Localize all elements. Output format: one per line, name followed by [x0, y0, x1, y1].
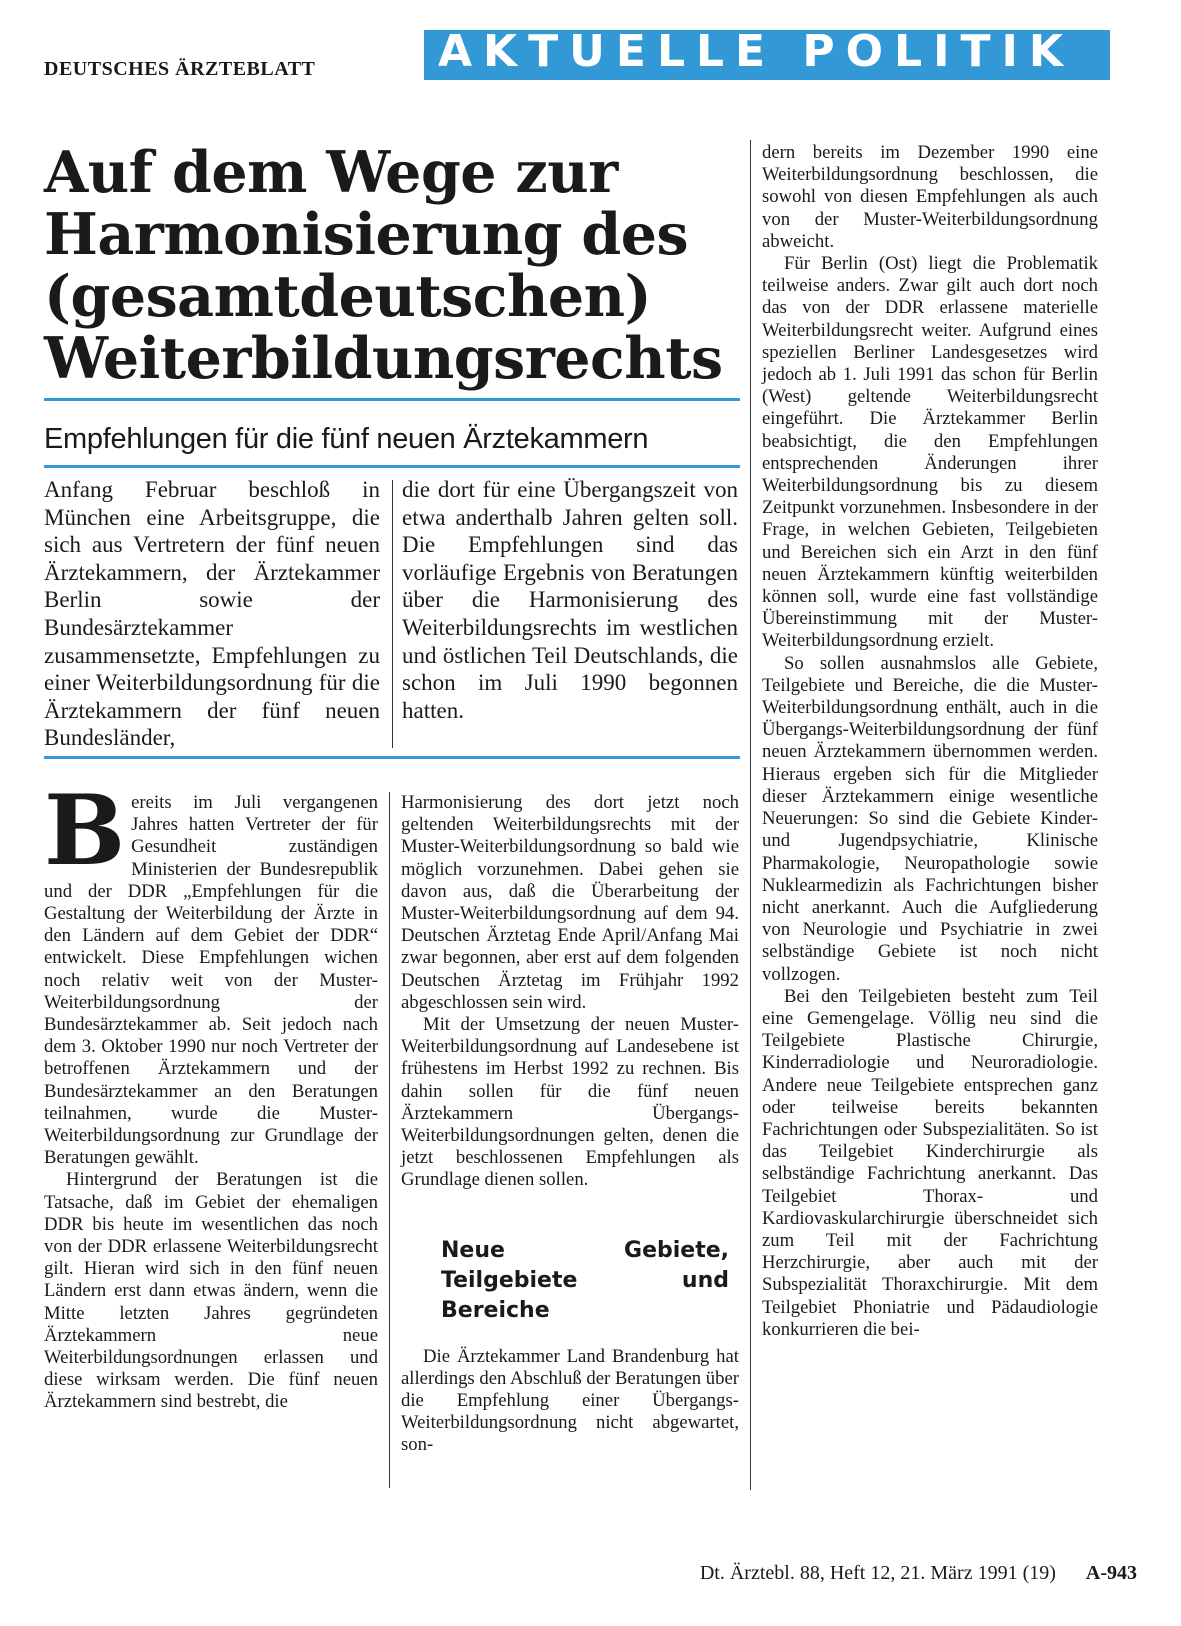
section-subheading: Neue Gebiete, Teilgebiete und Bereiche	[441, 1237, 729, 1323]
paragraph: Harmonisierung des dort jetzt noch geltenden Weiterbildungsrechts mit der Muster-Weiterbildungsordnung so bald wie möglich vorzunehmen. Dabei gehen sie davon aus, daß die Überarbeitung der Muster-Weiterbildungsordnung auf dem 94. Deutschen Ärztetag Ende April/Anfang Mai zwar begonnen, aber erst auf dem folgenden Deutschen Ärztetag im Frühjahr 1992 abgeschlossen sein wird.	[401, 792, 739, 1013]
paragraph: Mit der Umsetzung der neuen Muster-Weiterbildungsordnung auf Landesebene ist frühestens im Herbst 1992 zu rechnen. Bis dahin sollen für die fünf neuen Ärztekammern Übergangs-Weiterbildungsordnungen gelten, denen die jetzt beschlossenen Empfehlungen als Grundlage dienen sollen.	[401, 1014, 739, 1191]
article-subtitle: Empfehlungen für die fünf neuen Ärztekammern	[44, 423, 649, 455]
page-number: A-943	[1085, 1562, 1137, 1584]
intro-column-divider	[392, 480, 393, 748]
paragraph: Für Berlin (Ost) liegt die Problematik teilweise anders. Zwar gilt auch dort noch das von der DDR erlassene materielle Weiterbildungsrecht weiter. Aufgrund eines speziellen Berliner Landesgesetzes wird jedoch ab 1. Juli 1991 das schon für Berlin (West) geltende Weiterbildungsrecht eingeführt. Die Ärztekammer Berlin beabsichtigt, die den Empfehlungen entsprechenden Änderungen ihrer Weiterbildungsordnung bis zu diesem Zeitpunkt vorzunehmen. Insbesondere in der Frage, in welchen Gebieten, Teilgebieten und Bereichen sich ein Arzt in den fünf neuen Ärztekammern künftig weiterbilden können soll, wurde eine fast vollständige Übereinstimmung mit der Muster-Weiterbildungsordnung erzielt.	[762, 253, 1098, 652]
paragraph: Die Ärztekammer Land Brandenburg hat allerdings den Abschluß der Beratungen über die Empfehlung einer Übergangs-Weiterbildungsordnung nicht abgewartet, son-	[401, 1345, 739, 1456]
article-title: Auf dem Wege zur Harmonisierung des (gesamtdeutschen) Weiterbildungsrechts	[44, 139, 723, 392]
section-banner: AKTUELLE POLITIK	[424, 30, 1110, 80]
body-column-1	[44, 774, 378, 1414]
paragraph: Hintergrund der Beratungen ist die Tatsache, daß im Gebiet der ehemaligen DDR bis heute im wesentlichen das noch von der DDR erlassene Weiterbildungsrecht gilt. Hieran wird sich in den fünf neuen Ländern erst dann etwas ändern, wenn die Mitte letzten Jahres gegründeten Ärztekammern neue Weiterbildungsordnungen erlassen und diese wirksam werden. Die fünf neuen Ärztekammern sind bestrebt, die	[44, 1169, 378, 1413]
drop-cap: B	[44, 774, 126, 887]
body-column-2	[401, 792, 739, 1457]
paragraph: ereits im Juli vergangenen Jahres hatten Vertreter der für Gesundheit zuständigen Ministerien der Bundesrepublik und der DDR „Empfehlungen für die Gestaltung der Weiterbildung der Ärzte in den Ländern auf dem Gebiet der DDR“ entwickelt. Diese Empfehlungen wichen noch relativ weit von der Muster-Weiterbildungsordnung der Bundesärztekammer ab. Seit jedoch nach dem 3. Oktober 1990 nur noch Vertreter der betroffenen Ärztekammern und der Bundesärztekammer an den Beratungen teilnahmen, wurde die Muster-Weiterbildungsordnung zur Grundlage der Beratungen gewählt.	[44, 792, 378, 1169]
paragraph: dern bereits im Dezember 1990 eine Weiterbildungsordnung beschlossen, die sowohl von diesen Empfehlungen als auch von der Muster-Weiterbildungsordnung abweicht.	[762, 142, 1098, 252]
paragraph: So sollen ausnahmslos alle Gebiete, Teilgebiete und Bereiche, die die Muster-Weiterbildungsordnung enthält, auch in die Übergangs-Weiterbildungsordnung der fünf neuen Ärztekammern übernommen werden. Hieraus ergeben sich für die Mitglieder dieser Ärztekammern einige wesentliche Neuerungen: So sind die Gebiete Kinder- und Jugendpsychiatrie, Klinische Pharmakologie, Neuropathologie sowie Nuklearmedizin als Fachrichtungen bisher nicht anerkannt. Auch die Aufgliederung von Neurologie und Psychiatrie in zwei selbständige Gebiete ist noch nicht vollzogen.	[762, 652, 1098, 985]
page-footer	[700, 1562, 1137, 1585]
title-rule-bottom	[44, 465, 740, 468]
column-divider-1	[389, 792, 390, 1488]
intro-column-left: Anfang Februar beschloß in München eine Arbeitsgruppe, die sich aus Vertretern der fünf neuen Ärztekammern, der Ärztekammer Berlin sowie der Bundesärztekammer zusammensetzte, Empfehlungen zu einer Weiterbildungsordnung für die Ärztekammern der fünf neuen Bundesländer,	[44, 477, 380, 751]
intro-column-right: die dort für eine Übergangszeit von etwa anderthalb Jahren gelten soll. Die Empfehlungen sind das vorläufige Ergebnis von Beratungen über die Harmonisierung des Weiterbildungsrechts im westlichen und östlichen Teil Deutschlands, die schon im Juli 1990 begonnen hatten.	[402, 477, 738, 723]
journal-citation: Dt. Ärztebl. 88, Heft 12, 21. März 1991 (19)	[699, 1562, 1056, 1584]
title-rule-top	[44, 398, 740, 401]
paragraph: Bei den Teilgebieten besteht zum Teil eine Gemengelage. Völlig neu sind die Teilgebiete Plastische Chirurgie, Kinderradiologie und Neuroradiologie. Andere neue Teilgebiete entsprechen ganz oder teilweise bereits bekannten Fachrichtungen oder Subspezialitäten. So ist das Teilgebiet Kinderchirurgie als selbständige Fachrichtung anerkannt. Das Teilgebiet Thorax- und Kardiovaskularchirurgie überschneidet sich zum Teil mit der Fachrichtung Herzchirurgie, aber auch mit der Subspezialität Thoraxchirurgie. Mit dem Teilgebiet Phoniatrie und Pädaudiologie konkurrieren die bei-	[762, 985, 1098, 1340]
intro-rule-bottom	[44, 756, 740, 759]
column-divider-2	[750, 140, 751, 1490]
body-column-3	[762, 142, 1098, 1341]
publication-name: DEUTSCHES ÄRZTEBLATT	[44, 58, 316, 80]
